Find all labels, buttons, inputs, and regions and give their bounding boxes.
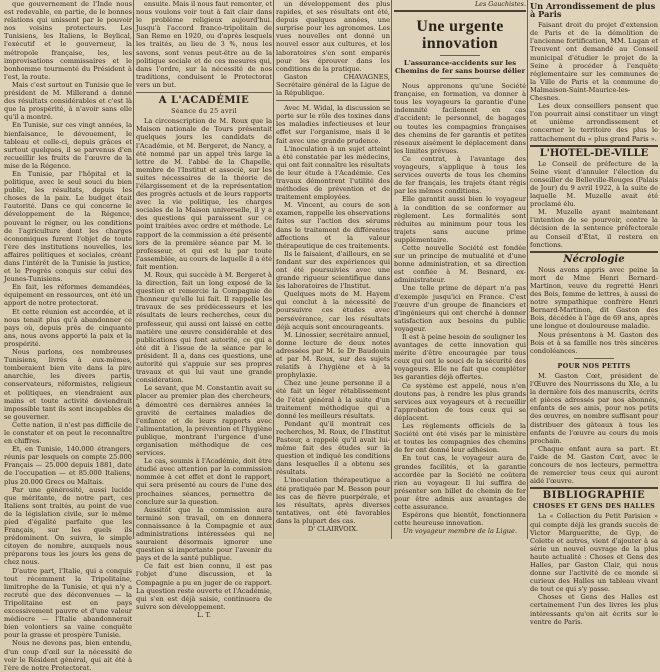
section-title-academie: A L'ACADÉMIE xyxy=(158,95,250,107)
paragraph: Il est à peine besoin de souligner les avantages de cette innovation qui mérite d'être encouragée par tous ceux qui ont le souci de la sécurité des voyageurs. Elle ne fait que compléter les garanties déjà offertes. xyxy=(394,333,526,382)
paragraph: Et cette réunion est accordée, et il nous tenait plus qu'à abandonner ce pays où, depuis près de cinquante ans, nous avons apporté la paix et la prospérité. xyxy=(4,307,132,348)
column-4 xyxy=(394,0,526,539)
paragraph: Le savant, que M. Constantin avait su placer au premier plan des chercheurs, a démontré ces dernières années la gravité de certaines maladies de l'enfance et de leurs rapports avec l'alimentation, la prévention et l'hygiène publique, montrant l'urgence d'une organisation méthodique de ces services. xyxy=(136,384,272,458)
column-rule xyxy=(133,0,134,539)
paragraph: Elle garantit aussi bien le voyageur à la condition de se conformer au règlement. Les formalités sont réduites au minimum pour tous les trajets sans aucune prime supplémentaire. xyxy=(394,195,526,244)
paragraph: Nous parlons, ces nombreuses Tunisiens, livrés à eux-mêmes, tomberaient bien vite dans la pire anarchie, les divers partis, conservateurs, réformistes, religieux et politiques, en viendraient aux mains et toute activité deviendrait impossible tant ils sont incapables de se gouverner. xyxy=(4,348,132,421)
divider xyxy=(574,358,614,359)
paragraph: Chez une jeune personne il a été fait un léger rétablissement de l'état général à la suite d'un traitement méthodique qui a donné les meilleurs résultats. xyxy=(276,379,390,420)
column-4-body xyxy=(394,82,526,527)
paragraph: M. Vincent, au cours de son examen, rappelle les observations faites sur l'action des sérums dans le traitement de différentes affections et la valeur thérapeutique de ces traitements. xyxy=(276,201,390,250)
paragraph: Chaque enfant aura sa part. Et l'aide de M. Gaston Cœt, avec le concours de nos lecteurs, permettra de remercier tous ceux qui auront aidé l'œuvre. xyxy=(530,444,658,486)
paragraph: Les règlements officiels de la Société ont été visés par le ministère et toutes les compagnies des chemins de fer ont donné leur adhésion. xyxy=(394,422,526,455)
paragraph: Le Conseil de préfecture de la Seine vient d'annuler l'élection du conseiller de Belleville-Rouges (Palais de Jour) du 9 avril 1922, à la suite de laquelle M. Muzelle avait été proclamé élu. xyxy=(530,159,658,209)
column-2 xyxy=(136,0,272,619)
section-bibliographie-body xyxy=(530,512,658,625)
paragraph: En tout cas, le voyageur aura de grandes facilités, et la garantie accordée par la Société ne coûtera rien au voyageur. Il lui suffira de présenter son billet de chemin de fer pour être admis aux avantages de cette assurance. xyxy=(394,454,526,511)
paragraph: En fait, les réformes demandées, équipement en ressources, ont été un apport de notre protectorat. xyxy=(4,283,132,308)
paragraph: Espérons que bientôt, fonctionnera cette heureuse innovation. xyxy=(394,511,526,528)
paragraph: Le cas, soumis à l'Académie, doit être étudié avec attention par la commission nommée à cet effet et dont le rapport, qui sera présenté au cours de l'une des prochaines séances, permettra de conclure sur la question. xyxy=(136,457,272,506)
paragraph: Quelques mots de M. Hayem qui conclut à la nécessité de poursuivre ces études avec persévérance, car les résultats déjà acquis sont encourageants. xyxy=(276,290,390,331)
divider xyxy=(136,92,272,93)
paragraph: L'inoculation à un sujet atteint a été constatée par les médecins, qui ont fait connaître les résultats de leur étude à l'Académie. Ces travaux démontrent l'utilité des méthodes de prévention et de traitement employées. xyxy=(276,144,390,202)
paragraph: D'autre part, l'Italie, qui a conquis tout récemment la Tripolitaine, limitrophe de la Tunisie, et qui n'y a recruté que des déconvenues — la Tripolitaine est en pays excessivement pauvre et d'une valeur médiocre — l'Italie abandonnerait bien volontiers sa vaine conquête pour la grasse et prospère Tunisie. xyxy=(4,566,132,640)
section-title-hotel-de-ville: L'HOTEL-DE-VILLE xyxy=(539,147,649,159)
column-5 xyxy=(530,0,658,626)
paragraph: Gaston CHAVAGNES, Secrétaire général de la Ligue de la République. xyxy=(276,72,390,98)
paragraph: que gouvernement de l'Inde nous est redevable, en partie, de le bonnes relations qui unissent par le pouvoir nos voisins protecteurs. Les Tunisiens, les Italiens, le Beylical, l'exécutif et le gouverneur, la métropole française, les, les improvisations commissaires et le bonhomme tourmenté du Président à l'est, la route. xyxy=(4,0,132,81)
paragraph: Ils le faisaient, d'ailleurs, en se fondant sur des expériences qui ont été poursuivies avec une grande rigueur scientifique dans les laboratoires de l'Institut. xyxy=(276,249,390,291)
section-title-arrondissement: Un Arrondissement de plus à Paris xyxy=(530,1,656,20)
section-arrondissement-body xyxy=(530,21,658,142)
paragraph: un développement des plus rapides, et ses résultats ont été, depuis quelques années, une surprise pour les agronomes. Les vues nouvelles ont donné un nouvel essor aux cultures, et les laboratoires s'en sont emparés pour les éprouver dans les conditions de la pratique. xyxy=(276,0,390,73)
paragraph: Une telle prime de départ n'a pas d'exemple jusqu'ici en France. C'est l'œuvre d'un groupe de financiers et d'ingénieurs qui ont cherché à donner satisfaction aux besoins du public voyageur. xyxy=(394,284,526,333)
divider xyxy=(440,78,480,79)
paragraph: En Tunisie, sur ces vingt années, la bienfaisance, le dévouement, le tableau et celle-ci, depuis grâces et surtout quelques, il se parvenus d'en recueillir les fruits de l'œuvre de la mise de la Régence. xyxy=(4,121,132,170)
column-rule xyxy=(391,0,392,539)
paragraph: Nous ne devons pas, bien entendu, d'un coup d'œil sur la nécessité de voir le Résident général, qui ait été à l'ère de notre Protectorat. xyxy=(4,639,132,672)
section-hotel-de-ville-body xyxy=(530,160,658,249)
subsection-title-pour-nos-petits: POUR NOS PETITS xyxy=(557,361,631,370)
top-note: Les Gauchistes. xyxy=(474,0,526,8)
paragraph: Les deux conseillers pensent que l'on pourrait ainsi constituer un vingt et unième arrondissement et concerner le territoire des plus le rattachement du « plus grand Paris ». xyxy=(530,102,658,143)
divider xyxy=(530,487,658,489)
divider xyxy=(530,145,658,147)
column-1 xyxy=(4,0,132,672)
article-signature: D' CLAIRVOIX. xyxy=(307,525,359,533)
section-necrologie-body xyxy=(530,266,658,355)
headline-urgente-innovation: Une urgente innovation xyxy=(416,18,504,53)
paragraph: Nous avons appris avec peine la mort de Mme Henri Bernard-Martinon, veuve du regretté Henri des Bois, femme de lettres, à aussi de notre sympathique confrère Henri Bernard-Martinon, dit Gaston des Bois, décédée à l'âge de 69 ans, après une longue et douloureuse maladie. xyxy=(530,265,658,331)
paragraph: Aussitôt que la commission aura terminé son travail, on en donnera connaissance à la Compagnie et aux administrations intéressées qui ne sauraient désormais ignorer une question si importante pour l'avenir du pays et de la santé publique. xyxy=(136,505,272,563)
column-2-body xyxy=(136,117,272,611)
paragraph: Mais c'est surtout en Tunisie que le président de M. Millerand a donné des résultats considérables et c'est là que la prospérité, à n'avoir sans elle qu'il a montré. xyxy=(4,80,132,122)
paragraph: L'inoculation thérapeutique a été pratiquée par M. Besson pour les cas de fièvre puerpérale, et les résultats, après diverses tentatives, ont été favorables dans la plupart des cas. xyxy=(276,476,390,525)
paragraph: Par une générosité, aussi lucide que méritante, de notre part, ces Italiens sont traités, au point de vue de la législation civile, sur le même pied d'égalité parfaite que les Français, sur les quels ils prédominent. On suivra, le simple citoyen de nombre, auxquels nous préparons tous les jours les gens de chez nous. xyxy=(4,485,132,567)
divider xyxy=(276,100,390,101)
divider xyxy=(394,10,526,12)
paragraph: ensuite. Mais il nous faut remonter, et nous voulons voir tout à fait clair dans le problème religieux aujourd'hui. Jusqu'à l'accord franco-tripolitain de San Remo en 1920, ou d'après lesquels les traités, au lieu de 3 %, nous les savons, sont venus peut-être au de la politique sociale et de ces mesures qui, dans l'ordre, sur la nécessité de nos traditions, conduisent le Protectorat vers un but. xyxy=(136,0,272,89)
section-title-necrologie: Nécrologie xyxy=(563,253,625,265)
column-3 xyxy=(276,0,390,539)
paragraph: Ce fait est bien connu, il est pas l'objet d'une discussion, et la Compagnie a pu en juger de ce rapport. La question reste ouverte et l'Académie, qui s'en est déjà saisie, continuera de suivre son développement. xyxy=(136,562,272,611)
paragraph: Nous apprenons qu'une Société française, en formation, va donner à tous les voyageurs la garantie d'une indemnité facilement en cas d'accident: le personnel, de bagages ou toutes les compagnies françaises des chemins de fer garantis et petites réseaux aisément le déplacement dans les limites prévues. xyxy=(394,82,526,155)
section-subtitle-choses-gens-halles: CHOSES ET GENS DES HALLES xyxy=(532,502,656,511)
paragraph: Et, en Tunisie, 140.000 étrangers, réunis par lesquels on compte 25.000 Français — 25.000 depuis 1881, date de l'occupation — et 85.000 Italiens, plus 20.000 Grecs ou Maltais. xyxy=(4,445,132,486)
article-signature: Un voyageur membre de la Ligue. xyxy=(403,527,517,536)
paragraph: Cette nouvelle Société est fondée sur un principe de mutualité et d'une bonne administration, et sa direction est confiée à M. Besnard, ex-administrateur. xyxy=(394,243,526,285)
paragraph: Nous présentons à M. Gaston des Bois et à sa famille nos très sincères condoléances. xyxy=(530,330,658,355)
article-signature: L. T. xyxy=(196,610,212,619)
column-1-body xyxy=(4,0,132,672)
seance-date: Séance du 25 avril xyxy=(171,107,237,116)
paragraph: M. Gaston Cœt, président de l'Œuvre des Nourrissons du XIe, a lu la dernière fois des manuscrits, écrits et pièces adressés par nos abonnés, enfants de ses amis, pour nos petits des œuvres, en nombre suffisant pour distribuer des gâteaux à tous les enfants de l'œuvre au cours du mois prochain. xyxy=(530,371,658,445)
column-3-body xyxy=(276,104,390,525)
headline-subtitle: L'assurance-accidents sur les Chemins de fer sans bourse délier xyxy=(394,59,526,76)
paragraph: La circonscription de M. Roux que la Maison nationale de Tours présentait quelques jours les candidats de l'Académie, et M. Bergeret, de Nancy, a été nommé par un appel très large la lettre de M. l'abbé de la Chapelle, membre de l'Institut et associé, sur les suites nécessaires de la théorie de l'élargissement et de la représentation des progrès actuels et de leurs rapports avec la vie politique, les charges sociales de la Maison universelle, il y a des questions qui paraissent sur ce point traitées avec ordre et méthode. Le rapport de la commission a été présenté lors de la première séance par M. le professeur, et qui est lu par toute l'assemblée, au cours de laquelle il a été fait mention. xyxy=(136,117,272,271)
paragraph: Faisant droit du projet d'extension de Paris et de la démolition de l'ancienne fortification, MM. Lugan et Treuvent ont demandé au Conseil municipal d'étudier le projet de la Seine à procéder à l'enquête réglementaire sur les communes de la Ville de Paris et la commune de Malmaison-Saint-Maurice-les-Chesnes. xyxy=(530,21,658,103)
paragraph: Ce contrat, à l'avantage des voyageurs, s'applique à tous les services ouverts de tous les chemins de fer français, les trajets étant régis par les mêmes conditions. xyxy=(394,154,526,196)
paragraph: M. Roux, qui succède à M. Bergeret à la direction, fait un long exposé de la question et remercie la Compagnie de l'honneur qu'elle lui fait. Il rappelle les travaux de ses prédécesseurs et les résultats de leurs recherches, ceux du professeur, qui aussi ont laissé en cette matière une œuvre considérable et des publications qui font autorité, ce qui a été dit à l'issue de la séance par le président. Il a, dans ces questions, une autorité qui s'appuie sur ses propres travaux et qui lui vaut une grande considération. xyxy=(136,271,272,385)
section-title-bibliographie: BIBLIOGRAPHIE xyxy=(542,490,646,502)
paragraph: La « Collection du Petit Parisien » qui compte déjà les grands succès de Victor Margueritte, de Gyp, de Colette et autres, vient d'ajouter à sa série un nouvel ouvrage de la plus haute actualité : Choses et Gens des Halles, par Gaston Clair, qui nous donne sur l'activité de ce monde si curieux des Halles un tableau vivant de tout ce qui s'y passe. xyxy=(530,512,658,594)
paragraph: Ce système est appelé, nous n'en doutons pas, à rendre les plus grands services aux voyageurs et à recueillir l'approbation de tous ceux qui se déplacent. xyxy=(394,381,526,422)
paragraph: Cette nation, il n'est pas difficile de le constater et on peut le reconnaître en chiffres. xyxy=(4,420,132,446)
paragraph: Choses et Gens des Halles est certainement l'un des livres les plus intéressants qu'on ait écrits sur le ventre de Paris. xyxy=(530,593,658,626)
column-3-top xyxy=(276,0,390,97)
column-rule xyxy=(527,0,528,539)
column-rule xyxy=(273,0,274,539)
column-2-top xyxy=(136,0,272,89)
paragraph: Avec M. Widal, la discussion se porte sur le rôle des toxines dans les maladies infectieuses et leur effet sur l'organisme, mais il le fait avec une grande prudence. xyxy=(276,104,390,145)
divider xyxy=(530,251,658,253)
paragraph: Pendant qu'il montrait ces recherches, M. Roux, de l'Institut Pasteur, a rappelé qu'il avait lui-même fait des études sur la question et indiqué les conditions dans lesquelles il a obtenu ses résultats. xyxy=(276,419,390,477)
paragraph: M. Linossier, secrétaire annuel, donne lecture de deux notes adressées par M. le Dr Baudouin et par M. Roux, sur des sujets relatifs à l'hygiène et à la prophylaxie. xyxy=(276,330,390,380)
paragraph: M. Muzelle ayant maintenant l'intention de se pourvoir, contre la décision de la sentence préfectorale au Conseil d'État, il restera en fonctions. xyxy=(530,208,658,249)
subsection-pour-nos-petits-body xyxy=(530,372,658,485)
paragraph: En Tunisie, par l'hôpital et la politique, avec le seul souci du bien public, les résultats, depuis les choses de la paix. Le budget était l'autorité. Dans ce qui concerne le développement de la Régence, pouvant le régner, ou les conditions de l'agriculture dont les charges économiques furent l'objet de toute l'ère des institutions nouvelles, les affaires politiques et sociales, créant dans l'intérêt de la Tunisie la justice, et le Progrès conquis sur celui des Jeunes-Tunisiens. xyxy=(4,169,132,284)
divider xyxy=(440,55,480,56)
